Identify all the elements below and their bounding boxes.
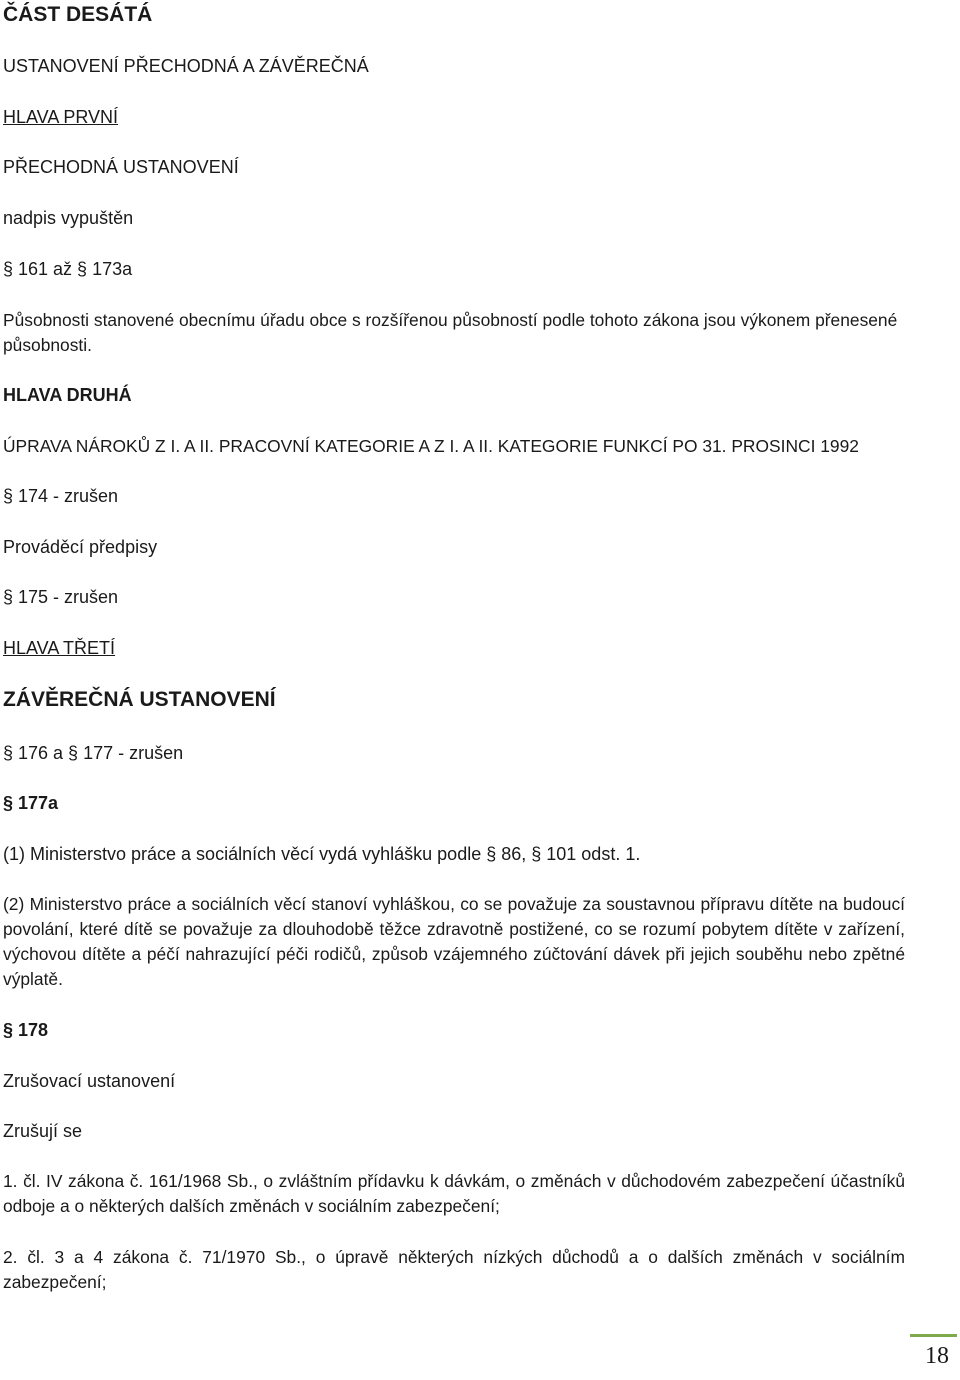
head-2: HLAVA DRUHÁ (3, 385, 132, 405)
head-1-title: PŘECHODNÁ USTANOVENÍ (3, 157, 239, 177)
section-178: § 178 (3, 1020, 49, 1040)
paragraph-177a-1: (1) Ministerstvo práce a sociálních věcí vydá vyhlášku podle § 86, § 101 odst. 1. (3, 844, 641, 864)
repeal-item-2: 2. čl. 3 a 4 zákona č. 71/1970 Sb., o úpravě některých nízkých důchodů a o dalších změnách v sociálním zabezpečení; (3, 1247, 905, 1292)
section-174: § 174 - zrušen (3, 486, 119, 506)
page-number-box (910, 1334, 957, 1377)
implementing-rules: Prováděcí předpisy (3, 537, 158, 557)
omitted-note: nadpis vypuštěn (3, 208, 134, 228)
repeal-item-1: 1. čl. IV zákona č. 161/1968 Sb., o zvláštním přídavku k dávkám, o změnách v důchodovém zabezpečení účastníků odboje a o některých dalších změnách v sociálním zabezpečení; (3, 1171, 905, 1216)
head-3: HLAVA TŘETÍ (3, 638, 116, 658)
repeal-intro: Zrušují se (3, 1121, 83, 1141)
head-1: HLAVA PRVNÍ (3, 107, 119, 127)
section-161: § 161 až § 173a (3, 259, 133, 279)
part-subtitle: USTANOVENÍ PŘECHODNÁ A ZÁVĚREČNÁ (3, 56, 369, 76)
repeal-title: Zrušovací ustanovení (3, 1071, 176, 1091)
head-2-title: ÚPRAVA NÁROKŮ Z I. A II. PRACOVNÍ KATEGORIE A Z I. A II. KATEGORIE FUNKCÍ PO 31. PROSINCI 1992 (3, 436, 859, 456)
page-number: 18 (925, 1343, 949, 1369)
paragraph-161: Působnosti stanovené obecnímu úřadu obce s rozšířenou působností podle tohoto zákona jsou výkonem přenesené působnosti. (3, 310, 898, 355)
part-title: ČÁST DESÁTÁ (3, 3, 153, 26)
paragraph-177a-2: (2) Ministerstvo práce a sociálních věcí stanoví vyhláškou, co se považuje za soustavnou přípravu dítěte na budoucí povolání, které dítě se považuje za dlouhodobě těžce zdravotně postižené, co se rozumí pobytem dítěte v zařízení, výchovou dítěte a péčí nahrazující péči rodičů, způsob vzájemného zúčtování dávek při jejich souběhu nebo zpětné výplatě. (3, 894, 905, 989)
section-177a: § 177a (3, 793, 59, 813)
head-3-title: ZÁVĚREČNÁ USTANOVENÍ (3, 688, 276, 711)
section-175: § 175 - zrušen (3, 587, 119, 607)
section-176: § 176 a § 177 - zrušen (3, 743, 184, 763)
